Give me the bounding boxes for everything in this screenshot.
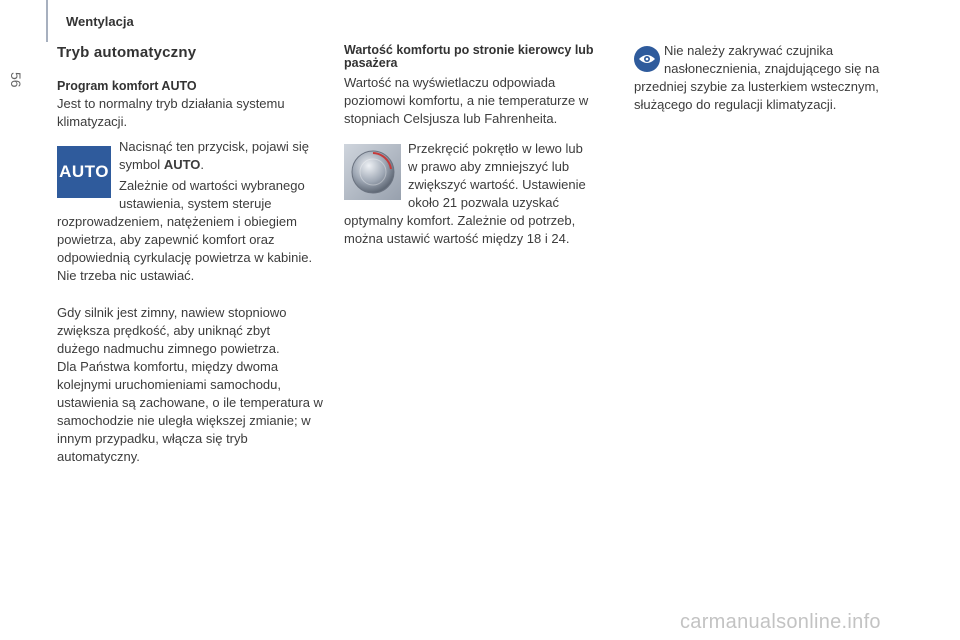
subtitle: Program komfort AUTO	[57, 79, 197, 93]
page-number: 56	[8, 72, 24, 88]
note-rest: przedniej szybie za lusterkiem wstecznym, służącego do regulacji klimatyzacji.	[634, 79, 879, 112]
press-text-end: .	[200, 157, 205, 172]
turn-line-1: Przekręcić pokrętło w lewo lub	[408, 141, 583, 156]
turn-line-4: około 21 pozwala uzyskać	[408, 195, 560, 210]
section-title: Wentylacja	[66, 14, 134, 29]
intro-text: Jest to normalny tryb działania systemu klimatyzacji.	[57, 96, 285, 129]
auto-symbol: AUTO	[163, 157, 201, 172]
note-line-1: Nie należy zakrywać czujnika	[664, 43, 834, 58]
watermark: carmanualsonline.info	[680, 611, 881, 633]
press-text-main: Nacisnąć ten przycisk, pojawi się symbol	[119, 139, 310, 172]
sidebar-rule	[46, 0, 48, 42]
turn-line-2: w prawo aby zmniejszyć lub	[408, 159, 570, 174]
eye-glyph	[638, 53, 656, 65]
temperature-knob-icon	[344, 144, 401, 200]
auto-button-icon: AUTO	[57, 146, 111, 198]
cold-engine-text: Gdy silnik jest zimny, nawiew stopniowo zwiększa prędkość, aby uniknąć zbyt dużego nadmuchu zimnego powietrza.	[57, 305, 287, 356]
depends-rest: rozprowadzeniem, natężeniem i obiegiem powietrza, aby zapewnić komfort oraz odpowiednią cyrkulację powietrza w kabinie. Nie trzeba nic ustawiać.	[57, 214, 313, 283]
page-title: Tryb automatyczny	[57, 44, 197, 61]
press-text	[119, 138, 329, 174]
depends-line2: ustawienia, system steruje	[119, 196, 272, 211]
turn-rest: optymalny komfort. Zależnie od potrzeb, można ustawić wartość między 18 i 24.	[344, 213, 576, 246]
depends-line1: Zależnie od wartości wybranego	[119, 178, 305, 193]
comfort-desc: Wartość na wyświetlaczu odpowiada poziomowi komfortu, a nie temperaturze w stopniach Celsjusza lub Fahrenheita.	[344, 75, 589, 126]
note-line-2: nasłonecznienia, znajdującego się na	[664, 61, 880, 76]
turn-line-3: zwiększyć wartość. Ustawienie	[408, 177, 586, 192]
memory-text: Dla Państwa komfortu, między dwoma kolejnymi uruchomieniami samochodu, ustawienia są zachowane, o ile temperatura w samochodzie nie uległa większej zmianie; w innym przypadku, włącza się tryb automatyczny.	[57, 359, 323, 464]
eye-icon	[634, 46, 660, 72]
comfort-title: Wartość komfortu po stronie kierowcy lub pasażera	[344, 43, 594, 70]
knob-graphic	[350, 149, 396, 195]
